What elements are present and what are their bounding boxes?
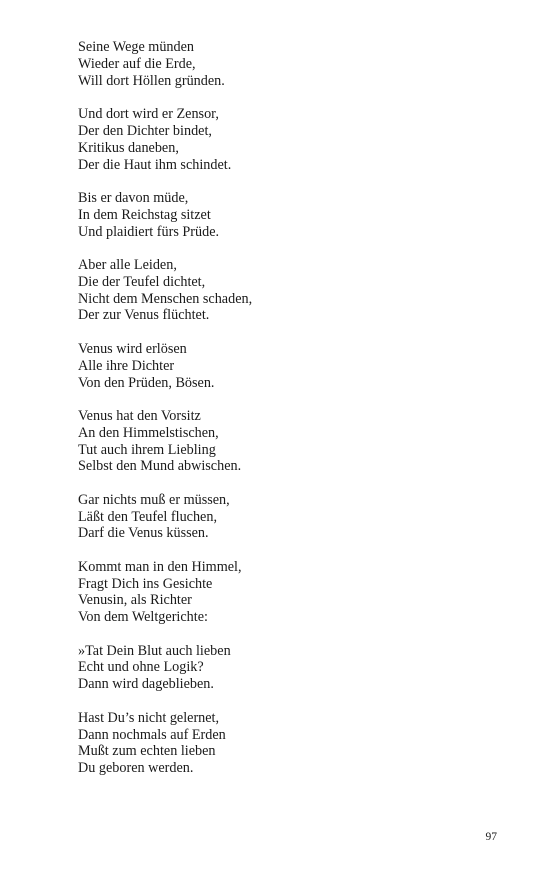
poem-line: Kritikus daneben, bbox=[78, 139, 179, 156]
stanza-4 bbox=[78, 257, 498, 324]
poem-line: Gar nichts muß er müssen, bbox=[78, 491, 230, 508]
poem-line: Der zur Venus flüchtet. bbox=[78, 307, 210, 324]
poem-line: Nicht dem Menschen schaden, bbox=[78, 290, 253, 307]
poem-line: Der die Haut ihm schindet. bbox=[78, 156, 232, 173]
stanza-2 bbox=[78, 106, 498, 173]
stanza-5 bbox=[78, 341, 498, 392]
poem-line: Venusin, als Richter bbox=[78, 592, 192, 609]
poem-line: Dann wird dageblieben. bbox=[78, 676, 214, 693]
poem-line: Echt und ohne Logik? bbox=[78, 659, 204, 676]
stanza-10 bbox=[78, 710, 498, 777]
poem-line: Venus hat den Vorsitz bbox=[78, 407, 201, 424]
poem-line: Mußt zum echten lieben bbox=[78, 743, 216, 760]
poem-line: Darf die Venus küssen. bbox=[78, 525, 209, 542]
poem-line: Die der Teufel dichtet, bbox=[78, 273, 206, 290]
poem-line: Will dort Höllen gründen. bbox=[78, 72, 225, 89]
poem-line: Läßt den Teufel fluchen, bbox=[78, 508, 217, 525]
stanza-9 bbox=[78, 643, 498, 694]
poem-line: Hast Du’s nicht gelernet, bbox=[78, 709, 220, 726]
poem-line: Du geboren werden. bbox=[78, 760, 194, 777]
poem-body bbox=[78, 39, 498, 794]
poem-line: Aber alle Leiden, bbox=[78, 256, 177, 273]
stanza-8 bbox=[78, 559, 498, 626]
stanza-1 bbox=[78, 39, 498, 90]
poem-line: Dann nochmals auf Erden bbox=[78, 726, 226, 743]
poem-line: Kommt man in den Himmel, bbox=[78, 558, 242, 575]
poem-line: Selbst den Mund abwischen. bbox=[78, 458, 242, 475]
poem-line: Von den Prüden, Bösen. bbox=[78, 374, 215, 391]
poem-line: Der den Dichter bindet, bbox=[78, 122, 212, 139]
poem-line: Venus wird erlösen bbox=[78, 340, 187, 357]
poem-line: Und plaidiert fürs Prüde. bbox=[78, 223, 220, 240]
poem-line: An den Himmelstischen, bbox=[78, 424, 219, 441]
poem-line: »Tat Dein Blut auch lieben bbox=[78, 642, 231, 659]
poem-line: Alle ihre Dichter bbox=[78, 357, 175, 374]
stanza-3 bbox=[78, 190, 498, 241]
stanza-7 bbox=[78, 492, 498, 543]
poem-line: Und dort wird er Zensor, bbox=[78, 106, 219, 123]
poem-line: Tut auch ihrem Liebling bbox=[78, 441, 216, 458]
page-number: 97 bbox=[485, 831, 497, 843]
poem-line: Seine Wege münden bbox=[78, 39, 195, 55]
stanza-6 bbox=[78, 408, 498, 475]
poem-line: In dem Reichstag sitzet bbox=[78, 206, 211, 223]
poem-line: Von dem Weltgerichte: bbox=[78, 609, 208, 626]
poem-line: Fragt Dich ins Gesichte bbox=[78, 575, 213, 592]
poem-line: Wieder auf die Erde, bbox=[78, 55, 196, 72]
poem-line: Bis er davon müde, bbox=[78, 189, 189, 206]
